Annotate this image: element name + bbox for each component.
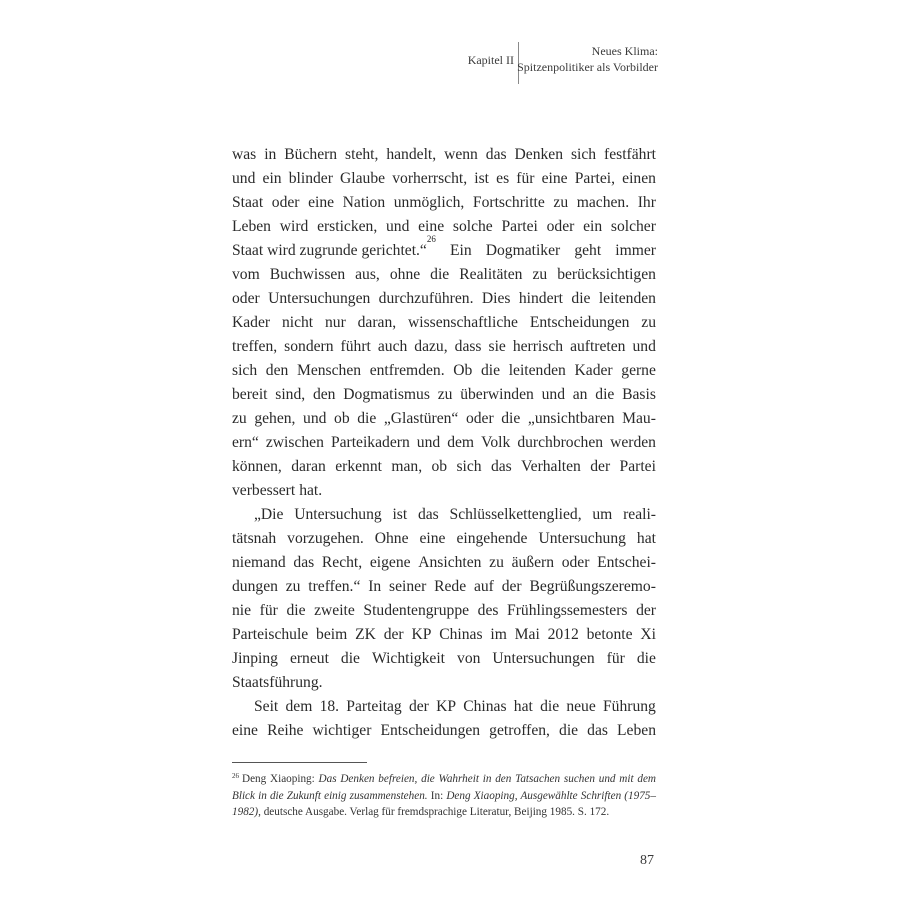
paragraph-3 [232, 695, 656, 743]
text-line [232, 383, 656, 407]
word: steht, [345, 146, 379, 163]
word: dem [285, 698, 313, 715]
word: eingehende [456, 530, 528, 547]
word: oder [546, 218, 575, 235]
word: und [232, 170, 256, 187]
word: Ihr [637, 194, 656, 211]
text-line [232, 695, 656, 719]
text-line [232, 575, 656, 599]
word: sie [488, 338, 506, 355]
word: solcher [610, 218, 656, 235]
word: den [312, 386, 336, 403]
word: die [286, 602, 306, 619]
word: Ansichten [418, 554, 482, 571]
word: Mau- [622, 410, 656, 427]
footnote-line [232, 771, 656, 788]
footnote-number: 26 [232, 772, 239, 780]
word: Jinping [232, 650, 278, 667]
word: eine [308, 194, 335, 211]
word: der [590, 458, 611, 475]
word: einen [622, 170, 656, 187]
word: der [383, 626, 404, 643]
text-line [232, 503, 656, 527]
word: zu [285, 578, 301, 595]
word: Chinas [463, 698, 507, 715]
word: von [457, 650, 481, 667]
word: Recht, [321, 554, 363, 571]
word: ist [392, 506, 408, 523]
word: oder [232, 290, 260, 307]
word: neue [566, 698, 596, 715]
word: wichtiger [312, 722, 372, 739]
word: ein [583, 218, 603, 235]
word: Ob [453, 362, 473, 379]
word: Untersuchungen [268, 290, 371, 307]
word: wird [279, 218, 309, 235]
header-chapter: Kapitel II [467, 53, 514, 67]
word: zu [437, 386, 453, 403]
word: Partei [501, 218, 538, 235]
word: Fortschritte [472, 194, 545, 211]
word: sich [232, 362, 258, 379]
word: niemand [232, 554, 286, 571]
word: an [572, 386, 588, 403]
word: unmöglich, [393, 194, 465, 211]
word: oder [465, 410, 494, 427]
word: oder [561, 554, 590, 571]
text-line [232, 407, 656, 431]
word: hat [636, 530, 656, 547]
text-segment: Ein Dogmatiker geht immer [435, 242, 656, 259]
text-line [232, 671, 656, 695]
word: das [293, 554, 315, 571]
word: Chinas [439, 626, 483, 643]
word: Untersuchungen [492, 650, 595, 667]
word: nie [232, 602, 252, 619]
word: Parteitag [346, 698, 402, 715]
word: herrisch [512, 338, 564, 355]
word: ein [262, 170, 282, 187]
word: eine [418, 218, 445, 235]
word: daran [291, 458, 326, 475]
word: seiner [389, 578, 427, 595]
word: sich [570, 146, 597, 163]
word: Partei [619, 458, 656, 475]
text-line [232, 479, 656, 503]
word: Partei, [574, 170, 616, 187]
word: zu [532, 266, 548, 283]
word: werden [610, 434, 656, 451]
footnote-line-2: Blick in die Zukunft einig zusammenstehen. In: Deng Xiaoping, Ausgewählte Schriften (1975– [232, 789, 656, 802]
word: durchbrochen [517, 434, 604, 451]
word: Leben [617, 722, 656, 739]
header-title-line1: Neues Klima: [591, 44, 658, 58]
word: Dogmatismus [343, 386, 430, 403]
word: bereit [232, 386, 268, 403]
word: die [340, 650, 360, 667]
word: zwischen [265, 434, 324, 451]
word: das [417, 506, 439, 523]
word: daran, [357, 314, 397, 331]
word: sondern [284, 338, 334, 355]
word: für [259, 602, 278, 619]
word: Dies [481, 290, 511, 307]
word: Reihe [267, 722, 304, 739]
word: Entscheidungen [380, 722, 481, 739]
word: man, [391, 458, 423, 475]
word: treffen, [232, 338, 278, 355]
word: das [490, 458, 512, 475]
word: Entscheidungen [529, 314, 630, 331]
word: Staatsführung. [232, 674, 323, 691]
word: Büchern [284, 146, 338, 163]
word: zu [553, 194, 569, 211]
word: für [516, 170, 535, 187]
word: des [477, 602, 499, 619]
word: entfremden. [369, 362, 445, 379]
word: Begrüßungszeremo- [529, 578, 656, 595]
word: „Die [254, 506, 284, 523]
text-line [232, 167, 656, 191]
word: vorzugehen. [287, 530, 364, 547]
word: den [265, 362, 289, 379]
body-text [232, 143, 656, 743]
word: zu [641, 314, 656, 331]
footnote-reference: 26 [426, 234, 436, 244]
word: dem [447, 434, 475, 451]
word: überwinden [460, 386, 534, 403]
word: ob [431, 458, 448, 475]
word: die [357, 410, 377, 427]
word: beim [316, 626, 348, 643]
paragraph-1 [232, 143, 656, 503]
word: was [232, 146, 257, 163]
word: Kader [232, 314, 271, 331]
word: Mai [514, 626, 540, 643]
word: im [490, 626, 507, 643]
word: eine [419, 530, 446, 547]
footnote-line-1 [232, 771, 656, 788]
word: Menschen [296, 362, 362, 379]
word: hat [513, 698, 533, 715]
text-line [232, 191, 656, 215]
word: nur [324, 314, 346, 331]
word: handelt, [386, 146, 437, 163]
text-line [232, 311, 656, 335]
word: der [408, 698, 429, 715]
word: zu [489, 554, 504, 571]
word: und [303, 410, 327, 427]
word: die [559, 722, 579, 739]
word: um [592, 506, 613, 523]
word: eine [541, 170, 568, 187]
word: verbessert [232, 482, 296, 499]
word: das [587, 722, 608, 739]
word: „Glastüren“ [383, 410, 459, 427]
word: können, [232, 458, 282, 475]
word: wissenschaftliche [407, 314, 518, 331]
text-line [232, 287, 656, 311]
word: Seit [254, 698, 279, 715]
paragraph-2 [232, 503, 656, 695]
word: die [636, 650, 656, 667]
text-line [232, 719, 656, 743]
text-line [232, 335, 656, 359]
text-line [232, 215, 656, 239]
word: machen. [576, 194, 630, 211]
text-line [232, 431, 656, 455]
word: Leben [232, 218, 271, 235]
word: berücksichtigen [557, 266, 656, 283]
word: Studentengruppe [363, 602, 470, 619]
header-title-line2: Spitzenpolitiker als Vorbilder [517, 60, 658, 74]
word: die [501, 410, 521, 427]
word: getroffen, [489, 722, 550, 739]
footnote-separator [232, 762, 367, 763]
word: betonte [586, 626, 633, 643]
word: treffen.“ [308, 578, 361, 595]
word: zu [232, 410, 247, 427]
header-title [517, 43, 658, 75]
word: ohne [389, 266, 421, 283]
word: leitenden [598, 290, 656, 307]
word: führt [340, 338, 371, 355]
word: der [501, 578, 522, 595]
word: die [480, 362, 501, 379]
word: Ohne [374, 530, 409, 547]
word: Verhalten [521, 458, 581, 475]
word: und [416, 434, 441, 451]
text-line [232, 623, 656, 647]
page-number: 87 [640, 853, 654, 868]
word: für [606, 650, 625, 667]
word: Untersuchung [538, 530, 626, 547]
word: die [430, 266, 450, 283]
text-line [232, 455, 656, 479]
word: dazu, [414, 338, 448, 355]
word: dass [454, 338, 482, 355]
word: die [595, 386, 615, 403]
word: Untersuchung [294, 506, 382, 523]
word: vorherrscht, [392, 170, 468, 187]
word: gehen, [254, 410, 296, 427]
word: 2012 [547, 626, 579, 643]
word: sich [456, 458, 482, 475]
word: das [485, 146, 507, 163]
word: Nation [342, 194, 386, 211]
word: Kader [574, 362, 613, 379]
word: Basis [622, 386, 656, 403]
word: ersticken, [317, 218, 378, 235]
word: Entschei- [597, 554, 656, 571]
word: eine [232, 722, 258, 739]
footnote-line [232, 788, 656, 805]
text-line-with-footnote [232, 234, 656, 263]
word: blinder [288, 170, 333, 187]
word: festfährt [604, 146, 656, 163]
word: Parteikadern [330, 434, 410, 451]
word: erneut [289, 650, 329, 667]
word: Realitäten [459, 266, 523, 283]
word: oder [271, 194, 300, 211]
word: Glaube [340, 170, 386, 187]
word: Wichtigkeit [372, 650, 445, 667]
text-segment: Staat wird zugrunde gerichtet.“ [232, 242, 427, 259]
word: Xi [640, 626, 656, 643]
footnote [232, 771, 656, 821]
word: erkennt [335, 458, 382, 475]
word: zweite [314, 602, 355, 619]
word: der [636, 602, 656, 619]
word: ist [474, 170, 490, 187]
text-line [232, 551, 656, 575]
word: wenn [444, 146, 478, 163]
footnote-text: Deng Xiaoping: Das Denken befreien, die Wahrheit in den Tatsachen suchen und mit dem [242, 773, 656, 785]
word: nicht [281, 314, 314, 331]
word: Staat [232, 194, 264, 211]
word: ob [334, 410, 350, 427]
word: ZK [355, 626, 376, 643]
word: auf [473, 578, 494, 595]
word: 18. [319, 698, 340, 715]
text-line [232, 647, 656, 671]
word: eigene [369, 554, 411, 571]
word: auftreten [570, 338, 626, 355]
text-line [232, 599, 656, 623]
word: ern“ [232, 434, 259, 451]
word: vom [232, 266, 260, 283]
word: Buchwissen [269, 266, 346, 283]
word: Parteischule [232, 626, 309, 643]
word: in [264, 146, 277, 163]
word: Volk [481, 434, 511, 451]
word: tätsnah [232, 530, 277, 547]
word: solche [452, 218, 493, 235]
running-header [420, 42, 660, 86]
word: leitenden [508, 362, 566, 379]
word: die [540, 698, 560, 715]
word: hindert [518, 290, 564, 307]
word: KP [436, 698, 457, 715]
text-line [232, 359, 656, 383]
word: auch [377, 338, 408, 355]
text-line [232, 527, 656, 551]
footnote-line-3: 1982), deutsche Ausgabe. Verlag für fremdsprachige Literatur, Beijing 1985. S. 172. [232, 806, 610, 818]
word: aus, [355, 266, 380, 283]
word: Denken [514, 146, 564, 163]
word: durchzuführen. [378, 290, 474, 307]
word: äußern [511, 554, 554, 571]
text-line [232, 143, 656, 167]
word: reali- [623, 506, 656, 523]
text-line [232, 263, 656, 287]
word: und [386, 218, 410, 235]
word: dungen [232, 578, 278, 595]
word: „unsichtbaren [527, 410, 615, 427]
word: sind, [275, 386, 306, 403]
word: hat. [299, 482, 323, 499]
word: KP [411, 626, 432, 643]
word: Schlüsselkettenglied, [449, 506, 582, 523]
word: und [632, 338, 656, 355]
word: und [541, 386, 565, 403]
word: gerne [621, 362, 656, 379]
word: Frühlingssemesters [507, 602, 628, 619]
footnote-line [232, 804, 656, 821]
word: es [496, 170, 510, 187]
word: Führung [603, 698, 656, 715]
word: die [571, 290, 591, 307]
word: Rede [434, 578, 467, 595]
word: In [368, 578, 382, 595]
